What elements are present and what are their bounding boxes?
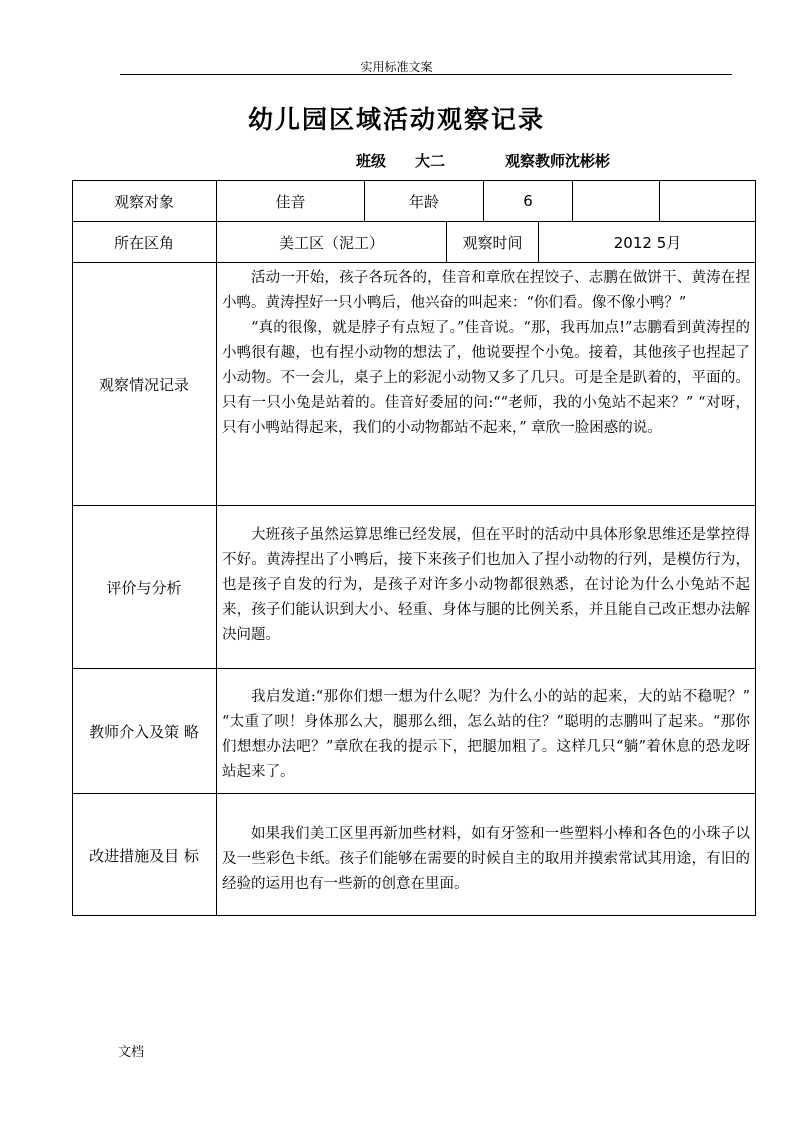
improvement-label: 改进措施及目 标 bbox=[89, 846, 199, 865]
header-rule bbox=[120, 74, 732, 75]
intervention-label: 教师介入及策 略 bbox=[89, 722, 199, 741]
class-label: 班级 bbox=[356, 152, 387, 170]
evaluation-text bbox=[222, 523, 750, 648]
empty-cell bbox=[660, 181, 756, 221]
time-value: 2012 5月 bbox=[613, 233, 682, 252]
observation-paragraph: “真的很像，就是脖子有点短了。”佳音说。“那，我再加点!”志鹏看到黄涛捏的小鸭很有趣，也有捏小动物的想法了，他说要捏个小兔。接着，其他孩子也捏起了小动物。不一会儿，桌子上的彩泥小动物又多了几只。可是全是趴着的，平面的。只有一只小兔是站着的。佳音好委屈的问:““老师，我的小兔站不起来？” “对呀，只有小鸭站得起来，我们的小动物都站不起来，” 章欣一脸困惑的说。 bbox=[222, 320, 750, 436]
empty-cell bbox=[573, 181, 659, 221]
subject-name: 佳音 bbox=[275, 192, 306, 211]
intervention-text bbox=[222, 685, 750, 785]
area-label: 所在区角 bbox=[113, 233, 174, 252]
header-text: 实用标准文案 bbox=[360, 60, 433, 74]
observation-text bbox=[222, 266, 750, 441]
teacher-label: 观察教师沈彬彬 bbox=[505, 152, 611, 170]
document-title: 幼儿园区域活动观察记录 bbox=[247, 105, 545, 134]
page-footer: 文档 bbox=[118, 1045, 145, 1060]
class-value: 大二 bbox=[415, 152, 446, 170]
improvement-text bbox=[222, 822, 750, 897]
improvement-paragraph: 如果我们美工区里再新加些材料，如有牙签和一些塑料小棒和各色的小珠子以及一些彩色卡纸。孩子们能够在需要的时候自主的取用并摸索常试其用途，有旧的经验的运用也有一些新的创意在里面。 bbox=[222, 826, 750, 892]
evaluation-paragraph: 大班孩子虽然运算思维已经发展，但在平时的活动中具体形象思维还是掌控得不好。黄涛捏出了小鸭后，接下来孩子们也加入了捏小动物的行列，是模仿行为，也是孩子自发的行为，是孩子对许多小动物都很熟悉，在讨论为什么小兔站不起来，孩子们能认识到大小、轻重、身体与腿的比例关系，并且能自己改正想办法解决问题。 bbox=[222, 527, 750, 643]
intervention-paragraph: 我启发道:“那你们想一想为什么呢？为什么小的站的起来，大的站不稳呢？” “太重了呗！身体那么大，腿那么细，怎么站的住？”聪明的志鹏叫了起来。“那你们想想办法吧？”章欣在我的提示下，把腿加粗了。这样几只“躺”着休息的恐龙呀站起来了。 bbox=[222, 689, 750, 780]
table-rule bbox=[216, 180, 217, 916]
area-value: 美工区（泥工） bbox=[278, 233, 384, 252]
evaluation-label: 评价与分析 bbox=[106, 578, 182, 597]
observation-paragraph: 活动一开始，孩子各玩各的，佳音和章欣在捏饺子、志鹏在做饼干、黄涛在捏小鸭。黄涛捏好一只小鸭后，他兴奋的叫起来：“你们看。像不像小鸭？” bbox=[222, 270, 750, 311]
age-label: 年龄 bbox=[408, 192, 439, 211]
observation-label: 观察情况记录 bbox=[98, 375, 189, 394]
subject-label: 观察对象 bbox=[113, 192, 174, 211]
time-label: 观察时间 bbox=[462, 233, 523, 252]
age-value: 6 bbox=[523, 192, 533, 210]
